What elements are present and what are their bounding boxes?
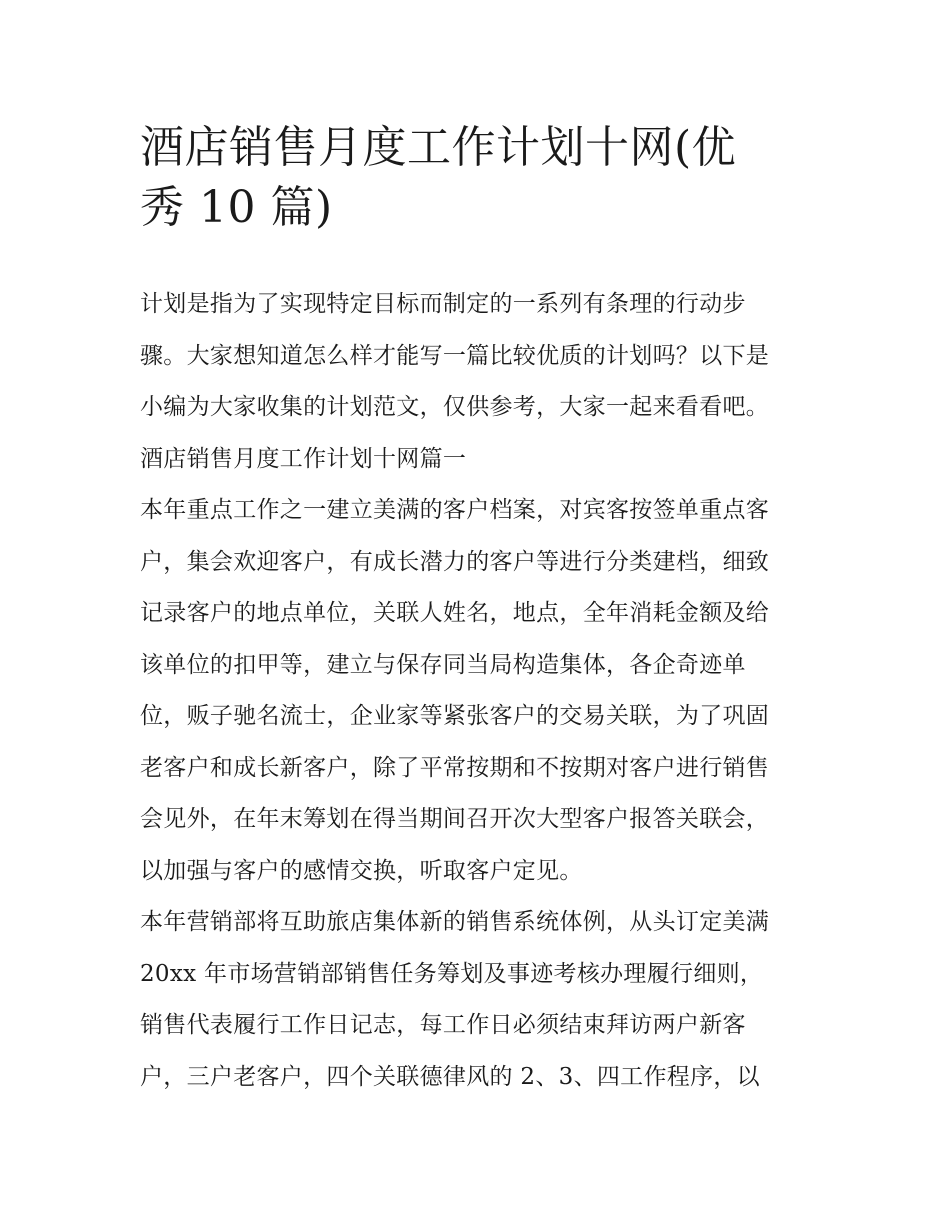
section-heading: 酒店销售月度工作计划十网篇一 — [140, 445, 467, 472]
document-title — [140, 118, 820, 238]
body-line: 老客户和成长新客户，除了平常按期和不按期对客户进行销售 — [140, 754, 770, 781]
body-line: 该单位的扣甲等，建立与保存同当局构造集体，各企奇迹单 — [140, 651, 746, 678]
body-line: 记录客户的地点单位，关联人姓名，地点，全年消耗金额及给 — [140, 600, 770, 626]
document-body — [140, 279, 820, 1103]
body-line: 位，贩子驰名流士，企业家等紧张客户的交易关联，为了巩固 — [140, 703, 770, 729]
body-line: 户，集会欢迎客户，有成长潜力的客户等进行分类建档，细致 — [140, 548, 770, 575]
title-line: 秀 10 篇) — [140, 182, 333, 233]
body-line: 计划是指为了实现特定目标而制定的一系列有条理的行动步 — [140, 291, 746, 317]
body-line: 小编为大家收集的计划范文，仅供参考，大家一起来看看吧。 — [140, 394, 770, 420]
body-line: 20xx 年市场营销部销售任务筹划及事迹考核办理履行细则， — [140, 960, 764, 987]
body-line: 户，三户老客户，四个关联德律风的 2、3、四工作程序，以 — [140, 1063, 760, 1090]
body-line: 本年营销部将互助旅店集体新的销售系统体例，从头订定美满 — [140, 909, 770, 935]
body-line: 销售代表履行工作日记志，每工作日必须结束拜访两户新客 — [140, 1012, 746, 1038]
title-line: 酒店销售月度工作计划十网(优 — [140, 122, 737, 173]
body-line: 本年重点工作之一建立美满的客户档案，对宾客按签单重点客 — [140, 497, 770, 523]
body-line: 以加强与客户的感情交换，听取客户定见。 — [140, 857, 583, 884]
body-line: 骤。大家想知道怎么样才能写一篇比较优质的计划吗？以下是 — [140, 342, 770, 369]
body-line: 会见外，在年末筹划在得当期间召开次大型客户报答关联会， — [140, 806, 770, 832]
